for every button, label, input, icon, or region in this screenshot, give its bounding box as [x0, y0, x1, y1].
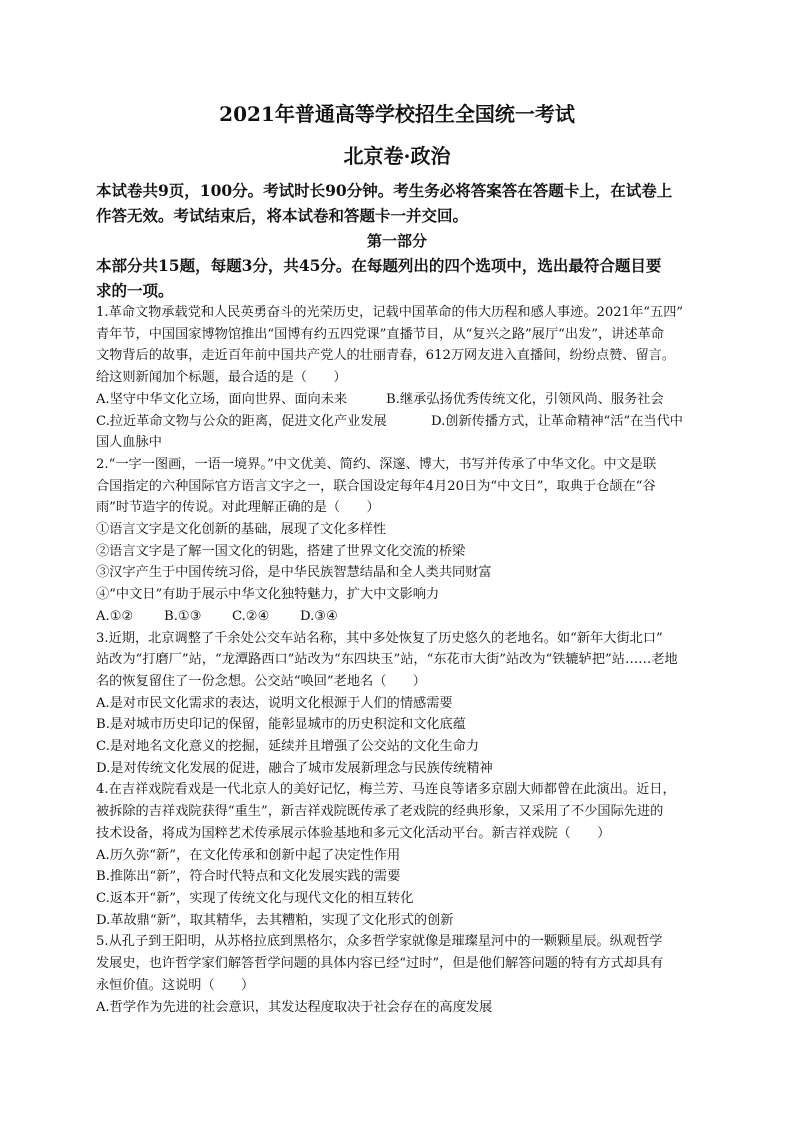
q2-option-d: D.③④ [300, 608, 338, 624]
exam-notice [96, 178, 706, 228]
q5-stem-line: 5.从孔子到王阳明，从苏格拉底到黑格尔，众多哲学家就像是璀璨星河中的一颗颗星辰。纵观哲学 [96, 934, 663, 950]
q5-stem-line: 发展史，也许哲学家们解答哲学问题的具体内容已经“过时”，但是他们解答问题的特有方式却具有 [96, 956, 664, 972]
q2-stem-line: 雨”时节造字的传说。对此理解正确的是（ ） [96, 500, 380, 516]
q2-option-a: A.①② [96, 608, 134, 624]
q3-option: D.是对传统文化发展的促进，融合了城市发展新理念与民族传统精神 [96, 760, 493, 776]
q1-option-c: C.拉近革命文物与公众的距离，促进文化产业发展 [96, 413, 387, 429]
q3-stem-line: 站改为“打磨厂”站，“龙潭路西口”站改为“东四块玉”站，“东花市大街”站改为“铁辘轳把”站……老地 [96, 652, 678, 668]
q1-option-d-cont: 国人血脉中 [96, 435, 162, 451]
q1-option-a: A.坚守中华文化立场，面向世界、面向未来 [96, 391, 348, 407]
q3-stem-line: 3.近期，北京调整了千余处公交车站名称，其中多处恢复了历史悠久的老地名。如“新年大街北口” [96, 630, 663, 646]
q2-stem-line: 2.“一字一图画，一语一境界。”中文优美、简约、深邃、博大，书写并传承了中华文化。中文是联 [96, 456, 657, 472]
q4-stem-line: 技术设备，将成为国粹艺术传承展示体验基地和多元文化活动平台。新吉祥戏院（ ） [96, 825, 611, 841]
q2-item: ④“中文日”有助于展示中华文化独特魅力，扩大中文影响力 [96, 587, 440, 603]
q1-options-row-2 [96, 411, 706, 433]
q3-option: A.是对市民文化需求的表达，说明文化根源于人们的情感需要 [96, 695, 453, 711]
part-heading: 第一部分 [366, 232, 427, 250]
q3-option: B.是对城市历史印记的保留，能彰显城市的历史积淀和文化底蕴 [96, 717, 466, 733]
q1-stem-line: 文物背后的故事，走近百年前中国共产党人的壮丽青春，612万网友进入直播间，纷纷点赞、留言。 [96, 348, 676, 364]
q4-option: A.历久弥“新”，在文化传承和创新中起了决定性作用 [96, 847, 401, 863]
q4-stem-line: 被拆除的吉祥戏院获得“重生”，新吉祥戏院既传承了老戏院的经典形象，又采用了不少国际先进的 [96, 804, 664, 820]
q2-stem-line: 合国指定的六种国际官方语言文字之一，联合国设定每年4月20日为“中文日”，取典于仓颉在“谷 [96, 478, 656, 494]
q1-stem-line: 给这则新闻加个标题，最合适的是（ ） [96, 370, 347, 386]
q1-options-row-1 [96, 389, 706, 411]
part-desc-line: 本部分共15题，每题3分，共45分。在每题列出的四个选项中，选出最符合题目要 [96, 256, 662, 275]
q4-stem-line: 4.在吉祥戏院看戏是一代北京人的美好记忆，梅兰芳、马连良等诸多京剧大师都曾在此演出。近日， [96, 782, 676, 798]
q2-option-c: C.②④ [232, 608, 270, 624]
q2-item: ③汉字产生于中国传统习俗，是中华民族智慧结晶和全人类共同财富 [96, 565, 492, 581]
questions [96, 302, 706, 1018]
part-description [96, 253, 706, 303]
q2-item: ①语言文字是文化创新的基础，展现了文化多样性 [96, 522, 387, 538]
q2-options-row [96, 606, 706, 628]
q5-option: A.哲学作为先进的社会意识，其发达程度取决于社会存在的高度发展 [96, 999, 493, 1015]
exam-title: 2021年普通高等学校招生全国统一考试 [219, 102, 575, 126]
notice-line: 作答无效。考试结束后，将本试卷和答题卡一并交回。 [96, 206, 469, 225]
q4-option: C.返本开“新”，实现了传统文化与现代文化的相互转化 [96, 890, 414, 906]
notice-line: 本试卷共9页，100分。考试时长90分钟。考生务必将答案答在答题卡上，在试卷上 [96, 181, 673, 200]
q1-option-d: D.创新传播方式，让革命精神“活”在当代中 [431, 413, 683, 429]
q3-option: C.是对地名文化意义的挖掘，延续并且增强了公交站的文化生命力 [96, 739, 480, 755]
q5-stem-line: 永恒价值。这说明（ ） [96, 977, 255, 993]
q1-stem-line: 1.革命文物承载党和人民英勇奋斗的光荣历史，记载中国革命的伟大历程和感人事迹。2021年“五四” [96, 305, 684, 320]
q1-option-b: B.继承弘扬优秀传统文化，引领风尚、服务社会 [386, 391, 664, 407]
q4-option: B.推陈出“新”，符合时代特点和文化发展实践的需要 [96, 869, 401, 885]
part-desc-line: 求的一项。 [96, 281, 174, 300]
exam-subtitle: 北京卷·政治 [343, 144, 451, 168]
q4-option: D.革故鼎“新”，取其精华，去其糟粕，实现了文化形式的创新 [96, 912, 454, 928]
q1-stem-line: 青年节，中国国家博物馆推出“国博有约五四党课”直播节目，从“复兴之路”展厅“出发”，讲述革命 [96, 326, 664, 342]
q2-option-b: B.①③ [164, 608, 202, 624]
q2-item: ②语言文字是了解一国文化的钥匙，搭建了世界文化交流的桥梁 [96, 543, 466, 559]
q3-stem-line: 名的恢复留住了一份念想。公交站“唤回”老地名（ ） [96, 673, 426, 689]
